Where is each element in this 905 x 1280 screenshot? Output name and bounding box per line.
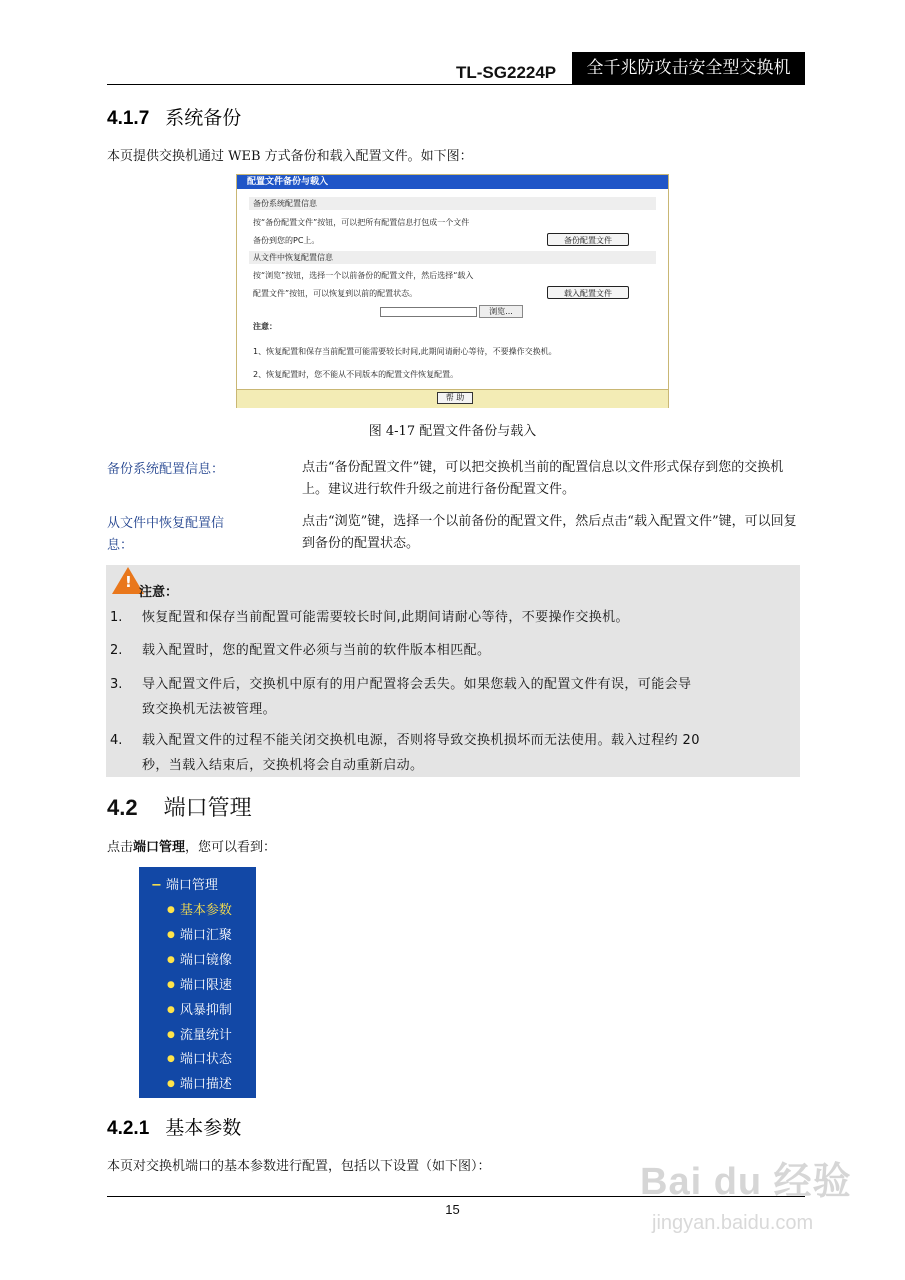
note-item: 3. 导入配置文件后，交换机中原有的用户配置将会丢失。如果您载入的配置文件有误，可能会导 致交换机无法被管理。 — [110, 677, 692, 717]
note-item: 4. 载入配置文件的过程不能关闭交换机电源，否则将导致交换机损坏而无法使用。载入过程约 20 秒，当载入结束后，交换机将会自动重新启动。 — [110, 733, 700, 773]
def-desc-backup: 点击“备份配置文件”键，可以把交换机当前的配置信息以文件形式保存到您的交换机上。建议进行软件升级之前进行备份配置文件。 — [302, 460, 784, 497]
bullet-icon: ● — [167, 905, 175, 915]
bullet-icon: ● — [167, 980, 175, 990]
menu-item-basic-params[interactable]: ● 基本参数 — [167, 903, 232, 918]
note-item: 2. 载入配置时，您的配置文件必须与当前的软件版本相匹配。 — [110, 643, 491, 658]
restore-text-line2: 配置文件”按钮，可以恢复到以前的配置状态。 — [253, 289, 418, 298]
section-title: 基本参数 — [165, 1117, 242, 1139]
panel-note-1: 1、恢复配置和保存当前配置可能需要较长时间,此期间请耐心等待，不要操作交换机。 — [253, 347, 557, 356]
menu-item-storm-control[interactable]: ● 风暴抑制 — [167, 1003, 232, 1018]
backup-config-button[interactable]: 备份配置文件 — [547, 233, 629, 246]
browse-button[interactable]: 浏览... — [479, 305, 523, 318]
section-4-1-7-intro: 本页提供交换机通过 WEB 方式备份和载入配置文件。如下图： — [107, 149, 473, 164]
header-rule — [107, 84, 805, 85]
note-box — [106, 565, 800, 777]
section-number: 4.2.1 — [107, 1118, 150, 1139]
panel-note-2: 2、恢复配置时，您不能从不同版本的配置文件恢复配置。 — [253, 370, 459, 379]
def-desc-restore: 点击“浏览”键，选择一个以前备份的配置文件，然后点击“载入配置文件”键，可以回复到备份的配置状态。 — [302, 514, 797, 551]
restore-text-line1: 按“浏览”按钮，选择一个以前备份的配置文件，然后选择“载入 — [253, 271, 474, 280]
section-4-2-1-heading — [107, 1113, 241, 1140]
collapse-icon: − — [151, 878, 162, 893]
section-4-1-7-heading — [107, 103, 241, 130]
port-management-menu — [139, 867, 256, 1098]
file-path-input[interactable] — [380, 307, 477, 317]
figure-caption: 图 4-17 配置文件备份与载入 — [368, 424, 537, 439]
menu-item-traffic-stats[interactable]: ● 流量统计 — [167, 1028, 232, 1043]
panel-note-label: 注意： — [253, 322, 277, 331]
menu-item-port-trunk[interactable]: ● 端口汇聚 — [167, 928, 232, 943]
restore-section-header: 从文件中恢复配置信息 — [249, 251, 656, 264]
section-title: 系统备份 — [165, 107, 242, 129]
menu-item-port-description[interactable]: ● 端口描述 — [167, 1077, 232, 1092]
menu-item-port-status[interactable]: ● 端口状态 — [167, 1052, 232, 1067]
bullet-icon: ● — [167, 930, 175, 940]
baidu-watermark-url: jingyan.baidu.com — [652, 1212, 814, 1234]
section-number: 4.2 — [107, 795, 138, 820]
menu-port-management[interactable]: − 端口管理 — [151, 878, 218, 893]
backup-section-header: 备份系统配置信息 — [249, 197, 656, 210]
load-config-button[interactable]: 载入配置文件 — [547, 286, 629, 299]
bullet-icon: ● — [167, 1030, 175, 1040]
page-number: 15 — [445, 1202, 460, 1217]
section-4-2-heading — [107, 791, 252, 822]
def-term-restore-line2: 息： — [107, 538, 134, 553]
header-model: TL-SG2224P — [456, 63, 557, 82]
def-term-backup: 备份系统配置信息： — [107, 462, 225, 477]
note-title: 注意： — [139, 585, 179, 600]
menu-item-rate-limit[interactable]: ● 端口限速 — [167, 978, 232, 993]
warning-icon: ! — [112, 567, 144, 594]
bullet-icon: ● — [167, 1005, 175, 1015]
note-item: 1. 恢复配置和保存当前配置可能需要较长时间,此期间请耐心等待，不要操作交换机。 — [110, 610, 629, 625]
bullet-icon: ● — [167, 955, 175, 965]
menu-item-port-mirror[interactable]: ● 端口镜像 — [167, 953, 232, 968]
panel-title: 配置文件备份与载入 — [237, 175, 668, 189]
section-4-2-intro: 点击端口管理，您可以看到： — [107, 840, 277, 855]
section-title: 端口管理 — [163, 796, 252, 821]
config-backup-panel — [236, 174, 669, 408]
help-button[interactable]: 帮 助 — [437, 392, 473, 404]
bullet-icon: ● — [167, 1054, 175, 1064]
backup-text-line2: 备份到您的PC上。 — [253, 236, 320, 245]
baidu-watermark-logo: Bai du 经验 — [640, 1161, 852, 1203]
backup-text-line1: 按“备份配置文件”按钮，可以把所有配置信息打包成一个文件 — [253, 218, 470, 227]
section-4-2-1-intro: 本页对交换机端口的基本参数进行配置，包括以下设置（如下图）： — [107, 1159, 491, 1174]
bullet-icon: ● — [167, 1079, 175, 1089]
def-term-restore-line1: 从文件中恢复配置信 — [107, 516, 225, 531]
header-product-title: 全千兆防攻击安全型交换机 — [572, 52, 805, 85]
section-number: 4.1.7 — [107, 108, 150, 129]
